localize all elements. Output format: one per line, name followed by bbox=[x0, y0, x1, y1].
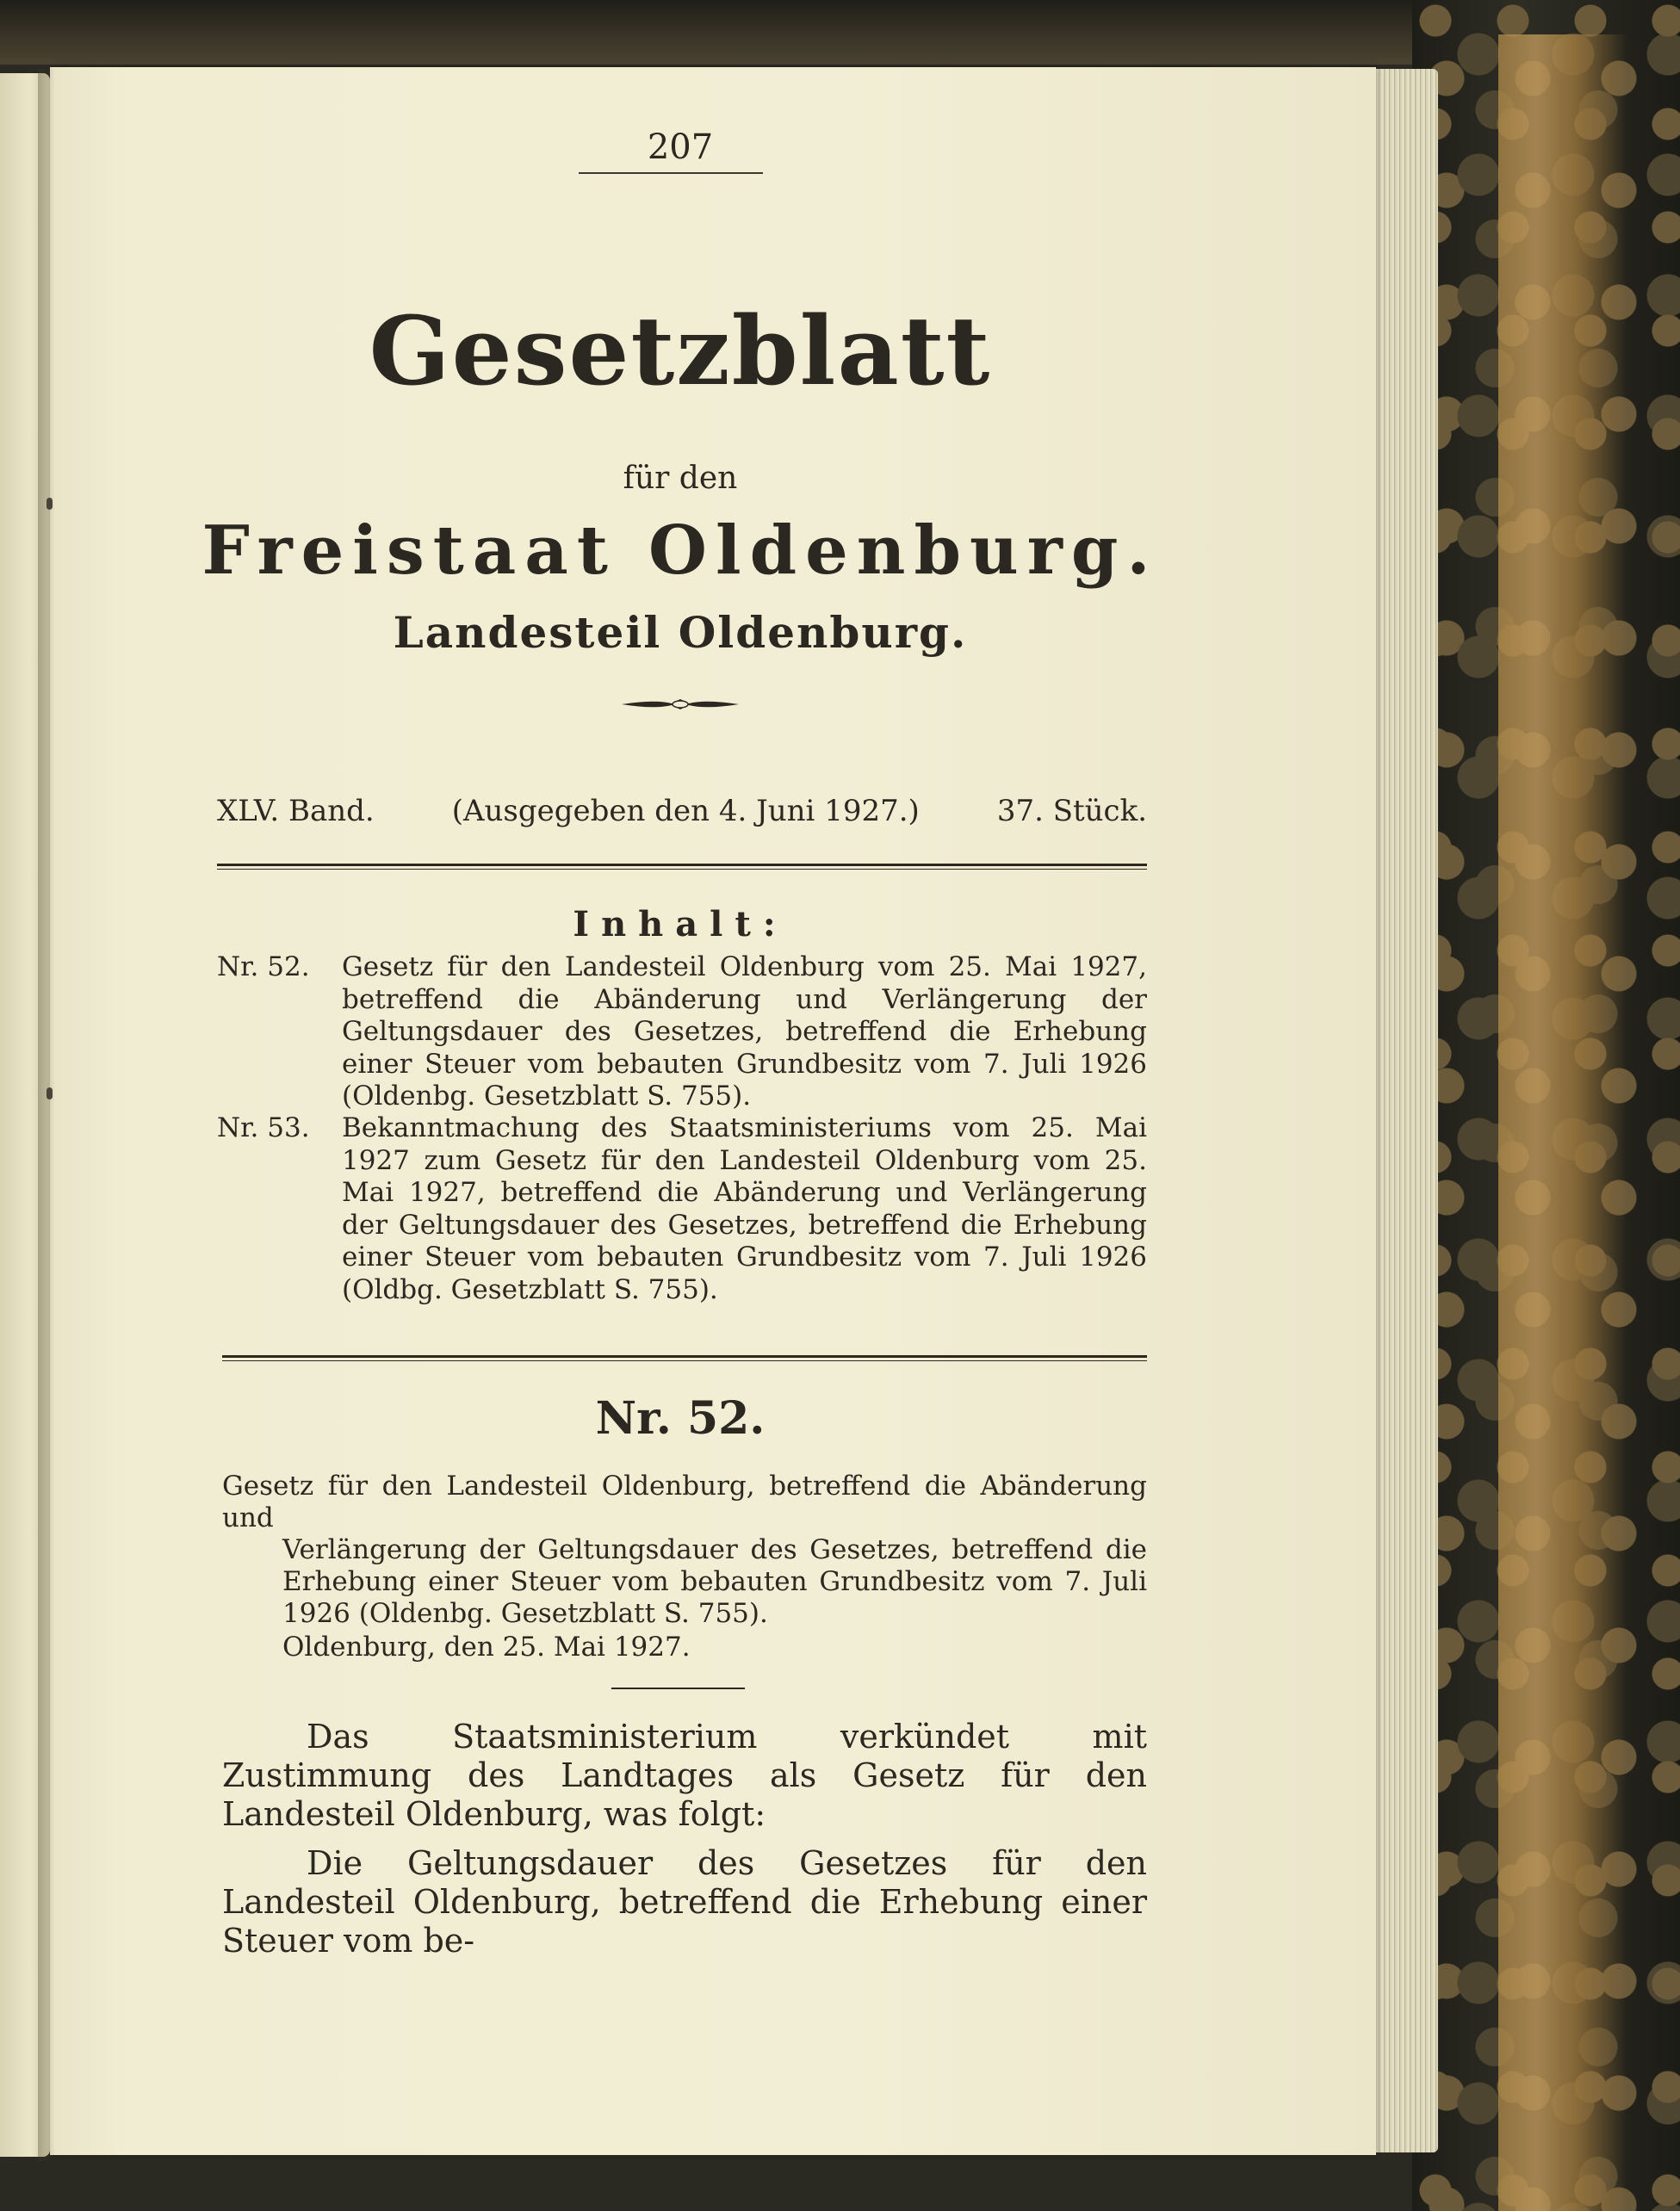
short-rule bbox=[611, 1688, 745, 1689]
entry-text: Gesetz für den Landesteil Oldenburg vom 25. Mai 1927, betreffend die Abänderung und Verlängerung der Geltungsdauer des Gesetzes, betreffend die Erhebung einer Steuer vom bebauten Grundbesitz vom 7. Juli 1926 (Oldenbg. Gesetzblatt S. 755). bbox=[342, 951, 1147, 1112]
law-heading-continuation: Verlängerung der Geltungsdauer des Gesetzes, betreffend die Erhebung einer Steuer vom bebauten Grundbesitz vom 7. Juli 1926 (Oldenbg. Gesetzblatt S. 755). bbox=[282, 1534, 1147, 1629]
double-rule bbox=[217, 864, 1147, 870]
page-number: 207 bbox=[647, 127, 714, 167]
page-gutter-shadow bbox=[38, 69, 55, 2161]
issue-date: (Ausgegeben den 4. Juni 1927.) bbox=[451, 794, 920, 828]
title-connector: für den bbox=[623, 461, 738, 496]
piece-number: 37. Stück. bbox=[996, 794, 1147, 828]
law-paragraph: Das Staatsministerium verkündet mit Zustimmung des Landtages als Gesetz für den Landesteil Oldenburg, was folgt: bbox=[222, 1718, 1147, 1833]
page-number-rule bbox=[579, 172, 763, 174]
entry-number: Nr. 52. bbox=[217, 951, 310, 982]
ornament-divider bbox=[620, 696, 741, 713]
gazette-title: Gesetzblatt bbox=[369, 295, 992, 406]
leather-spine-strip bbox=[1498, 34, 1627, 2211]
contents-heading: Inhalt: bbox=[573, 904, 788, 944]
double-rule bbox=[222, 1355, 1147, 1361]
volume-label: XLV. Band. bbox=[217, 794, 375, 828]
entry-number: Nr. 53. bbox=[217, 1112, 310, 1143]
law-heading bbox=[222, 1471, 1147, 1630]
region-subtitle: Landesteil Oldenburg. bbox=[393, 607, 968, 658]
law-number: Nr. 52. bbox=[595, 1392, 766, 1445]
state-title: Freistaat Oldenburg. bbox=[201, 511, 1159, 590]
contents-entry bbox=[217, 1112, 1147, 1336]
entry-text: Bekanntmachung des Staatsministeriums vom 25. Mai 1927 zum Gesetz für den Landesteil Oldenburg vom 25. Mai 1927, betreffend die Abänderung und Verlängerung der Geltungsdauer des Gesetzes, betreffend die Erhebung einer Steuer vom bebauten Grundbesitz vom 7. Juli 1926 (Oldbg. Gesetzblatt S. 755). bbox=[342, 1112, 1147, 1305]
contents-entry bbox=[217, 951, 1147, 1124]
law-paragraph: Die Geltungsdauer des Gesetzes für den Landesteil Oldenburg, betreffend die Erhebung einer Steuer vom be- bbox=[222, 1844, 1147, 1960]
law-heading-first-line: Gesetz für den Landesteil Oldenburg, betreffend die Abänderung und bbox=[222, 1471, 1147, 1533]
law-body bbox=[222, 1718, 1147, 1960]
law-date: Oldenburg, den 25. Mai 1927. bbox=[282, 1632, 691, 1663]
issue-line bbox=[217, 794, 1147, 828]
